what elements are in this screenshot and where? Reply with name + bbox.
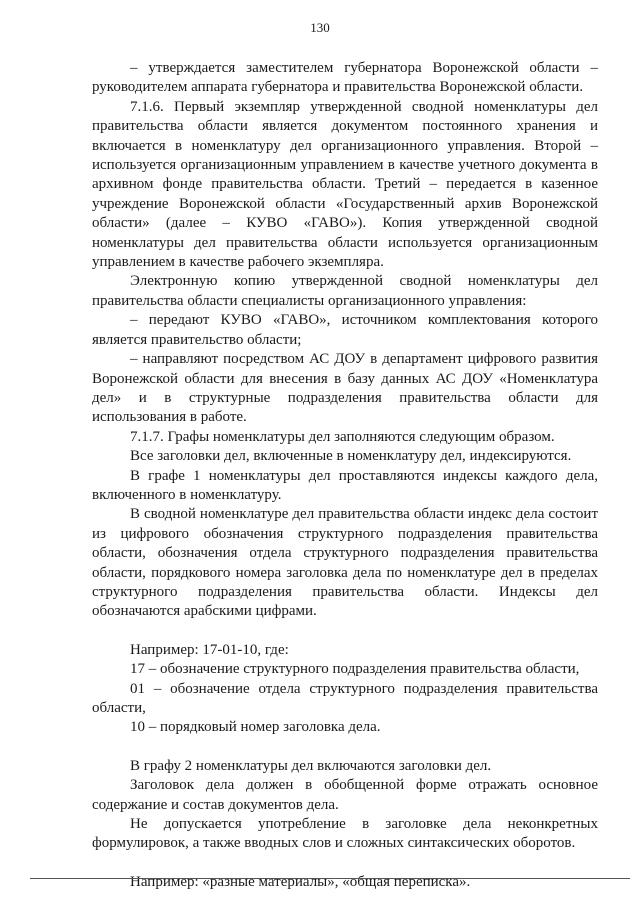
- paragraph: 10 – порядковый номер заголовка дела.: [130, 719, 381, 736]
- paragraph: 7.1.6. Первый экземпляр утвержденной сводной номенклатуры дел правительства области является документом постоянного хранения и включается в номенклатуру дел организационного управления. Второй – используется организационным управлением в качестве учетного документа в архивном фонде правительства области. Третий – передается в казенное учреждение Воронежской области «Государственный архив Воронежской области» (далее – КУВО «ГАВО»). Копия утвержденной сводной номенклатуры дел правительства области используется организационным управлением в качестве рабочего экземпляра.: [92, 98, 598, 271]
- paragraph: В графе 1 номенклатуры дел проставляются индексы каждого дела, включенного в номенклатуру.: [92, 467, 598, 503]
- document-body: [92, 59, 598, 892]
- paragraph: – передают КУВО «ГАВО», источником комплектования которого является правительство области;: [92, 312, 598, 348]
- paragraph: 17 – обозначение структурного подразделения правительства области,: [130, 661, 580, 678]
- paragraph: В графу 2 номенклатуры дел включаются заголовки дел.: [130, 757, 492, 774]
- paragraph: Например: 17-01-10, где:: [130, 641, 289, 658]
- blank-line: [92, 738, 598, 757]
- blank-line: [92, 622, 598, 641]
- paragraph: Все заголовки дел, включенные в номенклатуру дел, индексируются.: [130, 448, 572, 465]
- paragraph: Не допускается употребление в заголовке дела неконкретных формулировок, а также вводных слов и сложных синтаксических оборотов.: [92, 816, 598, 852]
- paragraph: В сводной номенклатуре дел правительства области индекс дела состоит из цифрового обозначения структурного подразделения правительства области, обозначения отдела структурного подразделения правительства области, порядкового номера заголовка дела по номенклатуре дел в пределах структурного подразделения правительства области. Индексы дел обозначаются арабскими цифрами.: [92, 506, 598, 620]
- footer-rule: [30, 878, 630, 879]
- paragraph: – направляют посредством АС ДОУ в департамент цифрового развития Воронежской области для внесения в базу данных АС ДОУ «Номенклатура дел» и в структурные подразделения правительства области для использования в работе.: [92, 351, 598, 426]
- paragraph: 01 – обозначение отдела структурного подразделения правительства области,: [92, 680, 598, 716]
- page-number: 130: [310, 20, 330, 35]
- paragraph: 7.1.7. Графы номенклатуры дел заполняются следующим образом.: [130, 428, 555, 445]
- paragraph: Заголовок дела должен в обобщенной форме отражать основное содержание и состав документов дела.: [92, 777, 598, 813]
- paragraph: – утверждается заместителем губернатора Воронежской области – руководителем аппарата губернатора и правительства Воронежской области.: [92, 60, 598, 96]
- paragraph: Например: «разные материалы», «общая переписка».: [130, 873, 471, 890]
- paragraph: Электронную копию утвержденной сводной номенклатуры дел правительства области специалисты организационного управления:: [92, 273, 598, 309]
- blank-line: [92, 854, 598, 873]
